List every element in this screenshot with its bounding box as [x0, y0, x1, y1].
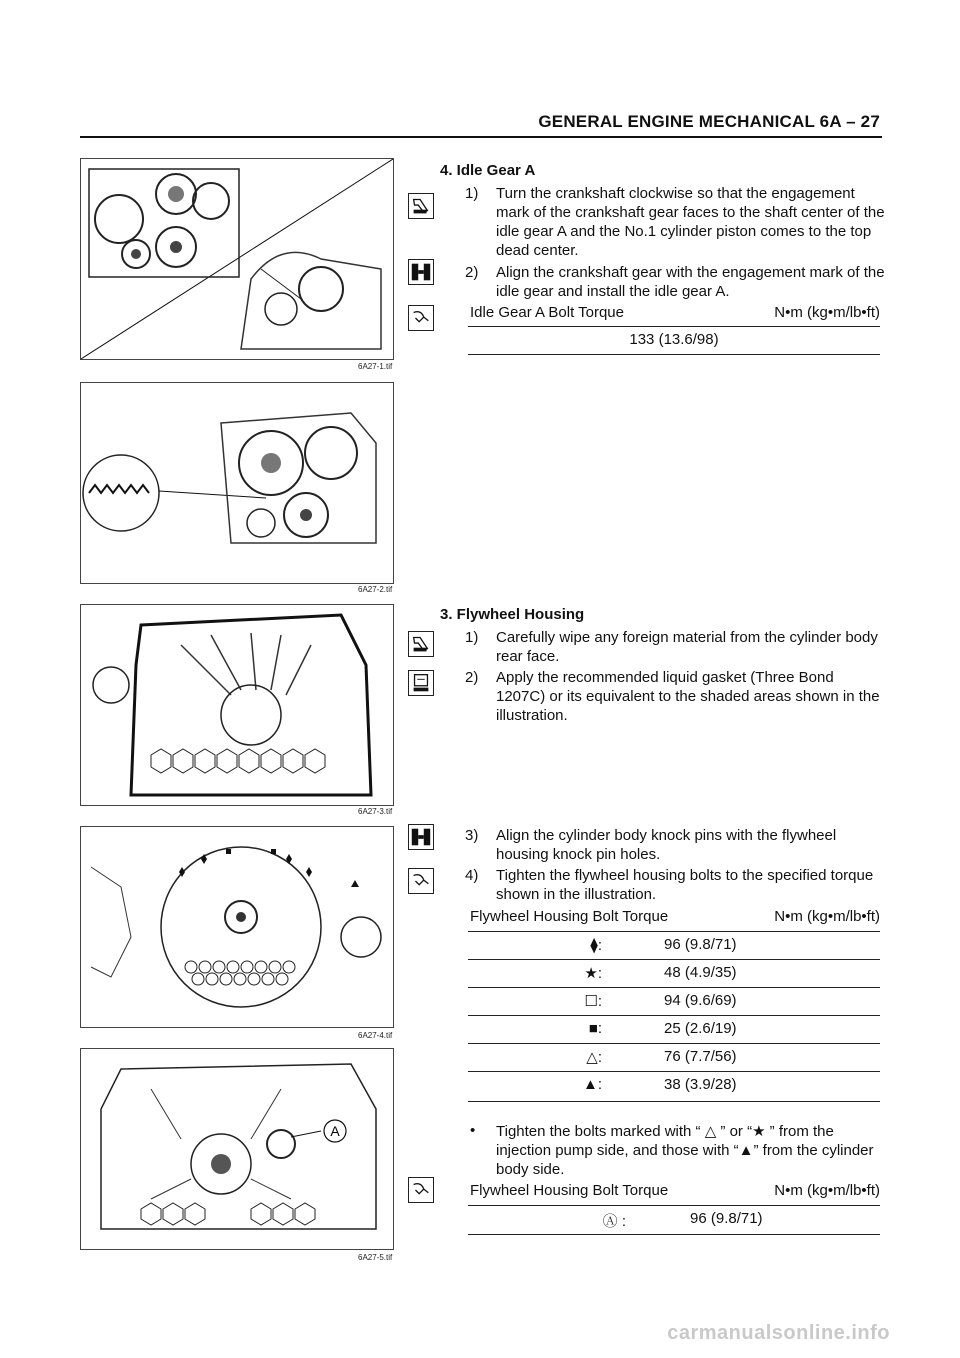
install-icon — [408, 193, 434, 219]
watermark: carmanualsonline.info — [667, 1322, 890, 1344]
step-text: Apply the recommended liquid gasket (Three Bond 1207C) or its equivalent to the shaded areas shown in the illustration. — [496, 669, 880, 724]
bullet-mark: • — [470, 1122, 476, 1139]
step-item — [465, 826, 885, 866]
step-text: Tighten the flywheel housing bolts to the specified torque shown in the illustration. — [496, 867, 874, 903]
figure-caption: 6A27-5.tif — [358, 1253, 393, 1262]
page-header-title: GENERAL ENGINE MECHANICAL 6A – 27 — [538, 112, 880, 131]
torque-value: 133 (13.6/98) — [629, 331, 719, 348]
table-rule — [468, 1101, 880, 1102]
torque-label: Flywheel Housing Bolt Torque — [470, 1182, 669, 1199]
align-icon — [408, 824, 434, 850]
install-icon — [408, 631, 434, 657]
step-text: Align the cylinder body knock pins with the flywheel housing knock pin holes. — [496, 827, 837, 863]
step-item — [465, 866, 885, 906]
torque-value: 25 (2.6/19) — [664, 1020, 737, 1037]
torque-wrench-icon — [408, 868, 434, 894]
table-rule — [468, 959, 880, 960]
step-number: 1) — [465, 629, 479, 646]
align-icon — [408, 259, 434, 285]
flywheel-housing-gasket-illustration — [81, 605, 393, 805]
bolt-symbol: ⧫: — [590, 937, 602, 954]
figure-caption: 6A27-3.tif — [358, 807, 393, 816]
figure-caption: 6A27-2.tif — [358, 585, 393, 594]
step-number: 2) — [465, 669, 479, 686]
step-item — [465, 184, 885, 264]
table-rule — [468, 1015, 880, 1016]
step-item — [465, 668, 885, 728]
torque-value: 96 (9.8/71) — [664, 936, 737, 953]
torque-value: 96 (9.8/71) — [690, 1210, 763, 1227]
bolt-symbol: ▲: — [582, 1076, 602, 1093]
step-number: 1) — [465, 185, 479, 202]
figure-idle-gear-overview — [80, 158, 394, 360]
step-number: 2) — [465, 264, 479, 281]
step-item — [465, 628, 885, 668]
step-text: Turn the crankshaft clockwise so that the engagement mark of the crankshaft gear faces to the shaft center of the idle gear A and the No.1 cylinder piston comes to the top dead center. — [496, 185, 885, 259]
table-rule — [468, 1205, 880, 1206]
flywheel-housing-bolt-a-illustration — [81, 1049, 393, 1249]
figure-flywheel-housing-bolt-a — [80, 1048, 394, 1250]
bullet-text: Tighten the bolts marked with “ △ ” or “★ ” from the injection pump side, and those with “▲” from the cylinder body side. — [496, 1123, 874, 1178]
figure-flywheel-housing-gasket — [80, 604, 394, 806]
torque-unit: N•m (kg•m/lb•ft) — [774, 908, 880, 925]
gear-engagement-mark-illustration — [81, 383, 393, 583]
torque-label: Flywheel Housing Bolt Torque — [470, 908, 669, 925]
torque-wrench-icon — [408, 1177, 434, 1203]
header-divider — [80, 136, 882, 138]
torque-unit: N•m (kg•m/lb•ft) — [774, 1182, 880, 1199]
torque-value: 38 (3.9/28) — [664, 1076, 737, 1093]
callout-a: A — [330, 1123, 340, 1139]
step-item — [465, 263, 885, 303]
figure-caption: 6A27-4.tif — [358, 1031, 393, 1040]
section-heading-flywheel-housing: 3. Flywheel Housing — [440, 606, 585, 623]
flywheel-housing-bolt-map-illustration — [81, 827, 393, 1027]
table-rule — [468, 354, 880, 355]
torque-wrench-icon — [408, 305, 434, 331]
bolt-symbol: ☐: — [584, 993, 602, 1010]
torque-unit: N•m (kg•m/lb•ft) — [774, 304, 880, 321]
step-number: 3) — [465, 827, 479, 844]
table-rule — [468, 1071, 880, 1072]
bolt-symbol: Ⓐ : — [602, 1213, 626, 1230]
step-text: Carefully wipe any foreign material from the cylinder body rear face. — [496, 629, 878, 665]
step-text: Align the crankshaft gear with the engagement mark of the idle gear and install the idle gear A. — [496, 264, 885, 300]
engine-gear-train-illustration — [81, 159, 393, 359]
apply-gasket-icon — [408, 670, 434, 696]
figure-engagement-mark — [80, 382, 394, 584]
figure-flywheel-housing-torque — [80, 826, 394, 1028]
bolt-symbol: ★: — [584, 965, 602, 982]
bolt-symbol: ■: — [588, 1020, 602, 1037]
table-rule — [468, 326, 880, 327]
section-heading-idle-gear: 4. Idle Gear A — [440, 162, 536, 179]
step-number: 4) — [465, 867, 479, 884]
table-rule — [468, 931, 880, 932]
figure-caption: 6A27-1.tif — [358, 362, 393, 371]
torque-value: 94 (9.6/69) — [664, 992, 737, 1009]
torque-value: 48 (4.9/35) — [664, 964, 737, 981]
torque-value: 76 (7.7/56) — [664, 1048, 737, 1065]
table-rule — [468, 987, 880, 988]
bolt-symbol: △: — [586, 1049, 602, 1066]
torque-label: Idle Gear A Bolt Torque — [470, 304, 624, 321]
table-rule — [468, 1043, 880, 1044]
table-rule — [468, 1234, 880, 1235]
